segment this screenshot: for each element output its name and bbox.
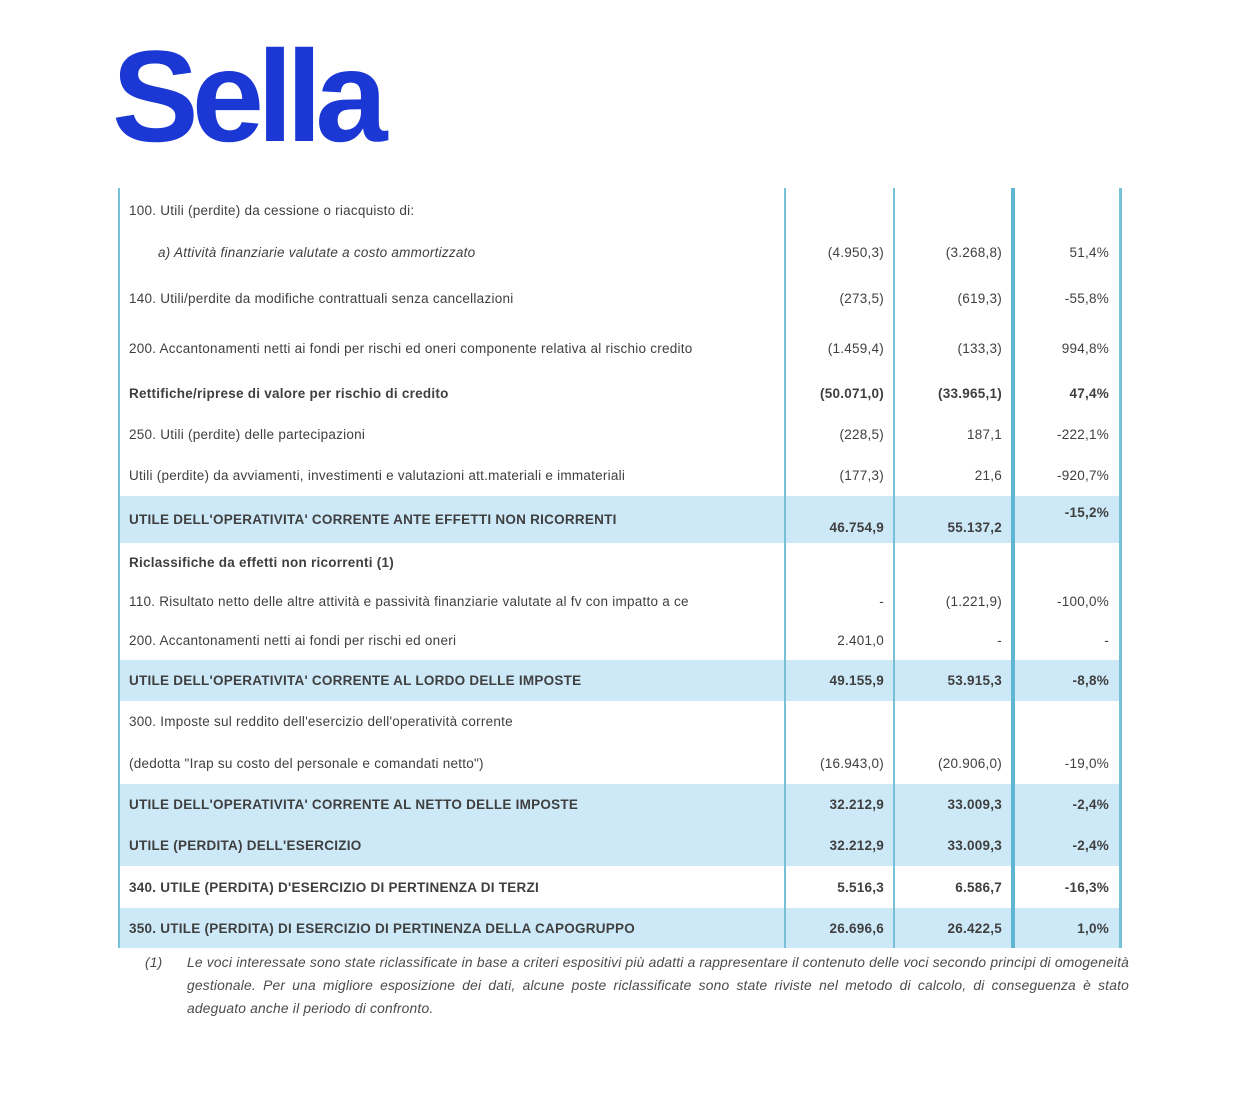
value-current-period: 46.754,9 <box>786 496 895 543</box>
value-prior-period: 26.422,5 <box>895 908 1015 948</box>
value-prior-period <box>895 543 1015 582</box>
value-prior-period <box>895 188 1015 232</box>
row-label: 200. Accantonamenti netti ai fondi per rischi ed oneri componente relativa al rischio credito <box>118 323 786 373</box>
value-current-period: - <box>786 582 895 621</box>
table-row <box>118 496 1122 543</box>
table-row <box>118 232 1122 273</box>
value-percent-change: -8,8% <box>1015 660 1122 701</box>
value-prior-period: 33.009,3 <box>895 784 1015 825</box>
row-label: Utili (perdite) da avviamenti, investimenti e valutazioni att.materiali e immateriali <box>118 455 786 496</box>
row-label: UTILE DELL'OPERATIVITA' CORRENTE AL NETTO DELLE IMPOSTE <box>118 784 786 825</box>
value-current-period: 26.696,6 <box>786 908 895 948</box>
row-label: Riclassifiche da effetti non ricorrenti (1) <box>118 543 786 582</box>
table-row <box>118 414 1122 455</box>
row-label: 350. UTILE (PERDITA) DI ESERCIZIO DI PERTINENZA DELLA CAPOGRUPPO <box>118 908 786 948</box>
row-label: 100. Utili (perdite) da cessione o riacquisto di: <box>118 188 786 232</box>
row-label: 200. Accantonamenti netti ai fondi per rischi ed oneri <box>118 621 786 660</box>
value-percent-change: - <box>1015 621 1122 660</box>
table-row <box>118 866 1122 908</box>
row-label: 110. Risultato netto delle altre attività e passività finanziarie valutate al fv con impatto a ce <box>118 582 786 621</box>
value-percent-change: -2,4% <box>1015 825 1122 866</box>
value-percent-change <box>1015 543 1122 582</box>
table-row <box>118 784 1122 825</box>
row-label: (dedotta "Irap su costo del personale e comandati netto") <box>118 742 786 784</box>
value-prior-period: (20.906,0) <box>895 742 1015 784</box>
value-current-period: (50.071,0) <box>786 373 895 414</box>
row-label: 250. Utili (perdite) delle partecipazioni <box>118 414 786 455</box>
value-percent-change: 47,4% <box>1015 373 1122 414</box>
value-prior-period: - <box>895 621 1015 660</box>
sella-logo: Sella <box>112 23 381 169</box>
value-current-period: 32.212,9 <box>786 784 895 825</box>
value-percent-change: -19,0% <box>1015 742 1122 784</box>
table-row <box>118 621 1122 660</box>
table-row <box>118 373 1122 414</box>
value-current-period: (177,3) <box>786 455 895 496</box>
row-label: 140. Utili/perdite da modifiche contrattuali senza cancellazioni <box>118 273 786 323</box>
row-label: a) Attività finanziarie valutate a costo ammortizzato <box>118 232 786 273</box>
table-row <box>118 582 1122 621</box>
row-label: Rettifiche/riprese di valore per rischio di credito <box>118 373 786 414</box>
value-current-period: (228,5) <box>786 414 895 455</box>
value-prior-period: 6.586,7 <box>895 866 1015 908</box>
value-prior-period: (1.221,9) <box>895 582 1015 621</box>
table-row <box>118 543 1122 582</box>
value-prior-period: 187,1 <box>895 414 1015 455</box>
value-percent-change: 51,4% <box>1015 232 1122 273</box>
row-label: 300. Imposte sul reddito dell'esercizio dell'operatività corrente <box>118 701 786 742</box>
value-percent-change <box>1015 701 1122 742</box>
value-current-period: (273,5) <box>786 273 895 323</box>
table-row <box>118 742 1122 784</box>
value-percent-change: -2,4% <box>1015 784 1122 825</box>
table-row <box>118 825 1122 866</box>
value-percent-change: -920,7% <box>1015 455 1122 496</box>
value-prior-period <box>895 701 1015 742</box>
value-prior-period: 55.137,2 <box>895 496 1015 543</box>
row-label: 340. UTILE (PERDITA) D'ESERCIZIO DI PERTINENZA DI TERZI <box>118 866 786 908</box>
table-row <box>118 273 1122 323</box>
value-current-period: 2.401,0 <box>786 621 895 660</box>
table-row <box>118 701 1122 742</box>
value-current-period <box>786 188 895 232</box>
table-row <box>118 908 1122 948</box>
value-percent-change: 994,8% <box>1015 323 1122 373</box>
table-row <box>118 323 1122 373</box>
value-percent-change <box>1015 188 1122 232</box>
value-current-period: 5.516,3 <box>786 866 895 908</box>
value-prior-period: (133,3) <box>895 323 1015 373</box>
value-current-period: (1.459,4) <box>786 323 895 373</box>
row-label: UTILE DELL'OPERATIVITA' CORRENTE ANTE EFFETTI NON RICORRENTI <box>118 496 786 543</box>
value-prior-period: (619,3) <box>895 273 1015 323</box>
value-current-period: 32.212,9 <box>786 825 895 866</box>
value-prior-period: (33.965,1) <box>895 373 1015 414</box>
table-row <box>118 660 1122 701</box>
row-label: UTILE (PERDITA) DELL'ESERCIZIO <box>118 825 786 866</box>
value-current-period: (16.943,0) <box>786 742 895 784</box>
table-row <box>118 455 1122 496</box>
value-current-period: (4.950,3) <box>786 232 895 273</box>
value-current-period: 49.155,9 <box>786 660 895 701</box>
value-prior-period: (3.268,8) <box>895 232 1015 273</box>
table-row <box>118 188 1122 232</box>
value-current-period <box>786 543 895 582</box>
value-prior-period: 53.915,3 <box>895 660 1015 701</box>
value-prior-period: 21,6 <box>895 455 1015 496</box>
value-percent-change: -16,3% <box>1015 866 1122 908</box>
footnote-marker: (1) <box>145 955 163 970</box>
value-percent-change: -55,8% <box>1015 273 1122 323</box>
footnote <box>145 952 1129 1021</box>
value-current-period <box>786 701 895 742</box>
footnote-text: Le voci interessate sono state riclassificate in base a criteri espositivi più adatti a rappresentare il contenuto delle voci secondo principi di omogeneità gestionale. Per una migliore esposizione dei dati, alcune poste riclassificate sono state riviste nel metodo di calcolo, di conseguenza è stato adeguato anche il periodo di confronto. <box>187 955 1129 1016</box>
value-percent-change: 1,0% <box>1015 908 1122 948</box>
value-percent-change: -100,0% <box>1015 582 1122 621</box>
value-percent-change: -222,1% <box>1015 414 1122 455</box>
value-prior-period: 33.009,3 <box>895 825 1015 866</box>
value-percent-change: -15,2% <box>1015 496 1122 543</box>
income-statement-table <box>118 188 1122 948</box>
row-label: UTILE DELL'OPERATIVITA' CORRENTE AL LORDO DELLE IMPOSTE <box>118 660 786 701</box>
